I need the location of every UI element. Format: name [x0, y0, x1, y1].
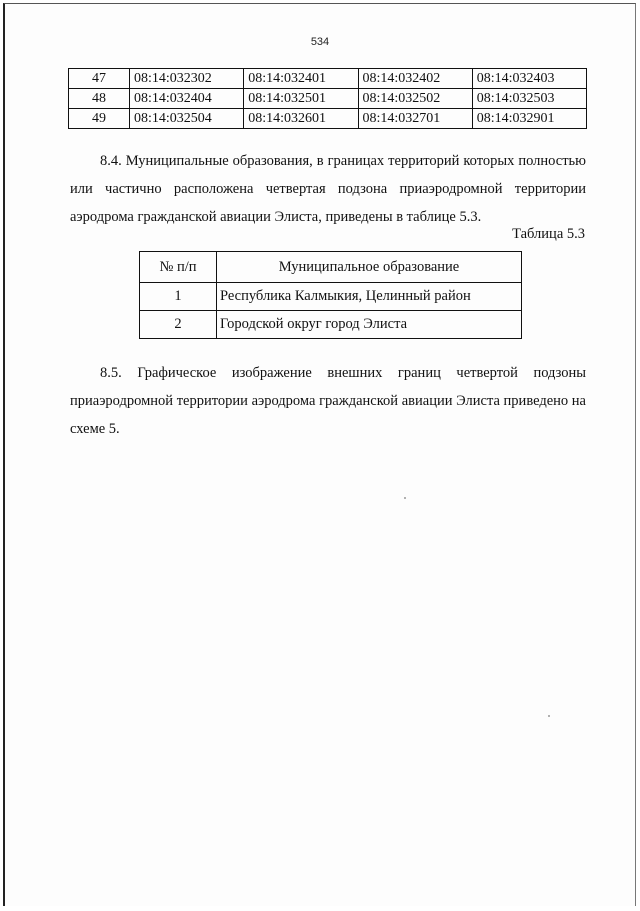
scan-speck: [548, 715, 550, 717]
table-row: [140, 283, 522, 311]
table-row: [69, 89, 587, 109]
cadastral-number: 08:14:032502: [358, 89, 472, 109]
row-number: 47: [69, 69, 130, 89]
page-number: 534: [310, 36, 330, 48]
header-municipality: Муниципальное образование: [217, 252, 522, 283]
municipality-name: Городской округ город Элиста: [217, 311, 522, 339]
cadastral-number: 08:14:032402: [358, 69, 472, 89]
cadastral-number: 08:14:032501: [244, 89, 358, 109]
cadastral-number: 08:14:032701: [358, 109, 472, 129]
document-page: [3, 3, 636, 906]
cadastral-number: 08:14:032503: [472, 89, 586, 109]
table-row: [69, 69, 587, 89]
row-number: 2: [140, 311, 217, 339]
cadastral-number: 08:14:032404: [130, 89, 244, 109]
municipal-table: [139, 251, 522, 339]
row-number: 49: [69, 109, 130, 129]
scan-speck: [404, 497, 406, 499]
cadastral-number: 08:14:032901: [472, 109, 586, 129]
cadastral-number: 08:14:032403: [472, 69, 586, 89]
cadastral-table: [68, 68, 587, 129]
cadastral-number: 08:14:032401: [244, 69, 358, 89]
municipality-name: Республика Калмыкия, Целинный район: [217, 283, 522, 311]
row-number: 1: [140, 283, 217, 311]
cadastral-number: 08:14:032601: [244, 109, 358, 129]
table-row: [69, 109, 587, 129]
paragraph-8-5: 8.5. Графическое изображение внешних границ четвертой подзоны приаэродромной территории аэродрома гражданской авиации Элиста приведено на схеме 5.: [70, 365, 586, 437]
cadastral-number: 08:14:032302: [130, 69, 244, 89]
table-row: [140, 311, 522, 339]
row-number: 48: [69, 89, 130, 109]
cadastral-number: 08:14:032504: [130, 109, 244, 129]
table-header-row: [140, 252, 522, 283]
paragraph-8-4: 8.4. Муниципальные образования, в границах территорий которых полностью или частично расположена четвертая подзона приаэродромной территории аэродрома гражданской авиации Элиста, приведены в таблице 5.3.: [70, 153, 586, 225]
header-number: № п/п: [140, 252, 217, 283]
table-caption: Таблица 5.3: [512, 226, 585, 242]
